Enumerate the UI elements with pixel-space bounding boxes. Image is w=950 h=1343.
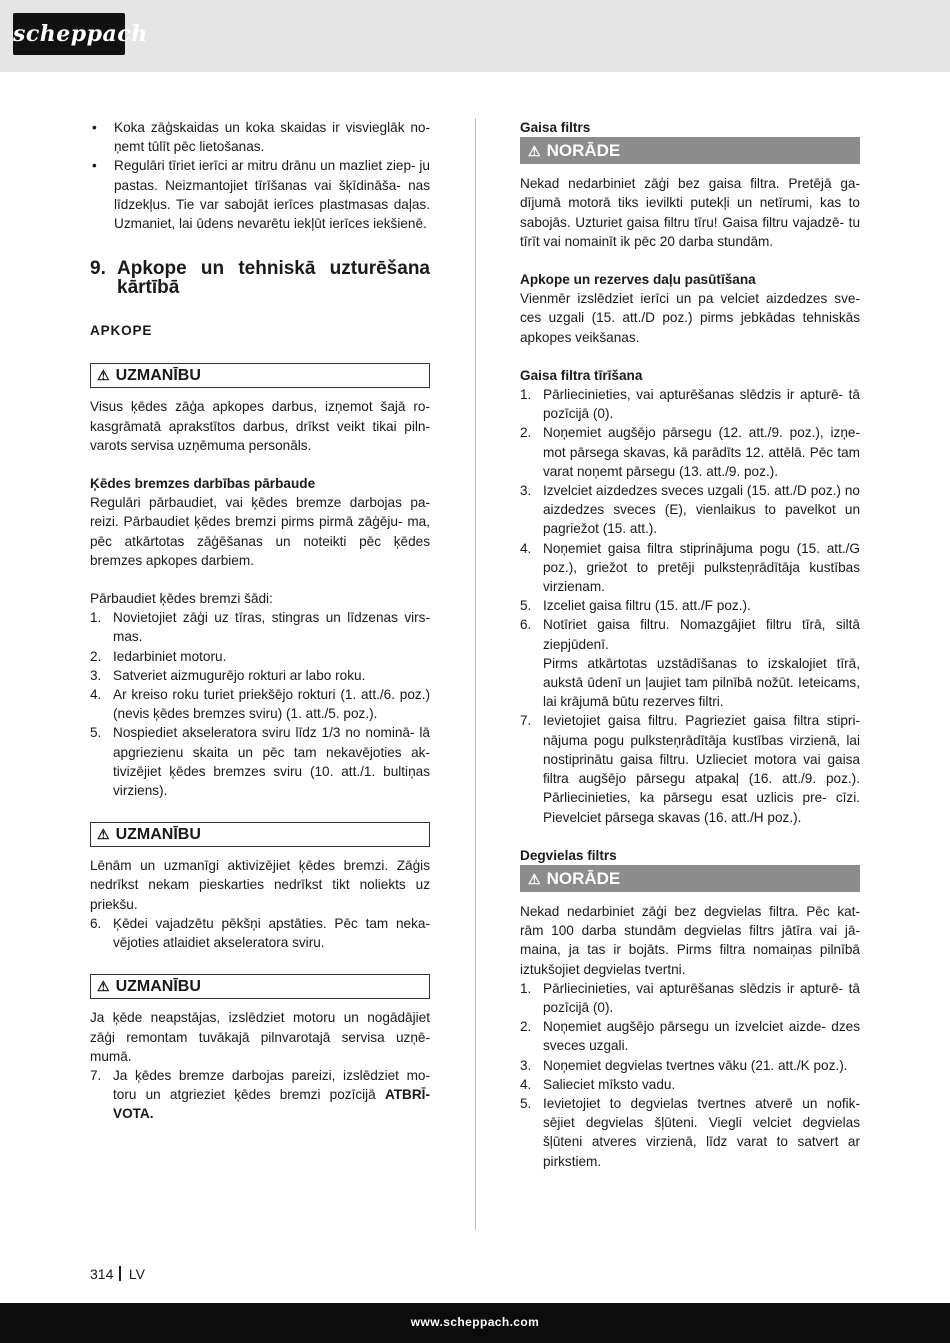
clean-steps [520,385,860,827]
section-heading [90,259,430,297]
cleaning-bullets [90,118,430,233]
section-title: Apkope un tehniskā uzturēšana kārtībā [117,258,430,299]
warning-text: Lēnām un uzmanīgi aktivizējiet ķēdes bremzi. Zāģis nedrīkst nekam pieskarties nedrīkst tikt noliekts uz priekšu. [90,858,430,912]
warning-label: UZMANĪBU [115,826,201,844]
note-text: Nekad nedarbiniet zāģi bez degvielas filtra. Pēc kat- rām 100 darba stundām degvielas filtrs jātīra vai jā- maina, ja tas ir bojāts. Pirms filtra nomaiņas pilnībā iztukšojiet degvielas tvertni. [520,903,860,977]
list-item: 2. Noņemiet augšējo pārsegu un izvelciet aizde- dzes sveces uzgali. [520,1019,860,1054]
page-number [90,1265,145,1283]
warning-box [90,363,430,388]
list-item: 4. Ar kreiso roku turiet priekšējo rokturi (1. att./6. poz.) (nevis ķēdes bremzes sviru) (1. att./5. poz.). [90,687,430,722]
section-number: 9. [90,258,106,280]
apkope-label: APKOPE [90,323,153,339]
note-box [520,137,860,164]
list-item: 5. Izceliet gaisa filtru (15. att./F poz.). [520,598,751,614]
air-filter-heading: Gaisa filtrs [520,120,591,135]
note-label: NORĀDE [546,141,621,161]
footer-bar [0,1303,950,1343]
list-item: 7. Ievietojiet gaisa filtru. Pagrieziet gaisa filtra stipri- nājuma pogu pulksteņrādītāja kustības virzienā, lai nostiprinātu gaisa filtru. Uzlieciet motora vai gaisa filtra augšējo pārsegu atpakaļ (16. att./9. poz.). Pārliecinieties, ka pārsegu esat uzlicis pre- cīzi. Pievelciet pārsega skavas (16. att./H poz.). [520,713,860,825]
brake-text: Regulāri pārbaudiet, vai ķēdes bremze darbojas pa- reizi. Pārbaudiet ķēdes bremzi pirms pirmā zāģēju- ma, pēc atkārtotas zāģēšanas un noteikti pēc ķēdes bremzes apkopes darbiem. [90,495,430,568]
warning-text: Visus ķēdes zāģa apkopes darbus, izņemot šajā ro- kasgrāmatā aprakstītos darbus, drīkst veikt tikai piln- varots servisa uzņēmuma personāls. [90,399,430,453]
bullet-item: • Regulāri tīriet ierīci ar mitru drānu un mazliet ziep- ju pastas. Neizmantojiet tīrīšanas vai šķīdināša- nas līdzekļus. Tie var sabojāt ierīces plastmasas daļas. Uzmaniet, lai ūdens nevarētu iekļūt ierīces iekšienē. [90,156,430,233]
list-item: 1. Novietojiet zāģi uz tīras, stingras un līdzenas virs- mas. [90,610,430,645]
brake-steps [90,608,430,800]
footer-url[interactable]: www.scheppach.com [410,1315,540,1329]
header-bar [0,0,950,72]
warning-box [90,822,430,847]
list-item: 3. Noņemiet degvielas tvertnes vāku (21. att./K poz.). [520,1057,848,1073]
maintenance-heading: Apkope un rezerves daļu pasūtīšana [520,272,756,288]
list-item: 3. Izvelciet aizdedzes sveces uzgali (15. att./D poz.) no aizdedzes sveces (E), vienlaikus to pavelkot un pagriežot (15. att.). [520,483,860,537]
warning-label: UZMANĪBU [115,978,201,996]
warning-icon: ⚠ [528,870,541,887]
warning-label: UZMANĪBU [115,367,201,385]
warning-box [90,974,430,999]
note-box [520,865,860,892]
list-item: 1. Pārliecinieties, vai apturēšanas slēdzis ir apturē- tā pozīcijā (0). [520,980,860,1015]
fuel-steps [520,979,860,1171]
brake-steps-cont [90,914,430,952]
warning-text: Ja ķēde neapstājas, izslēdziet motoru un nogādājiet zāģi remontam tuvākajā pilnvarotajā servisa uzņē- mumā. [90,1010,430,1064]
list-item: 3. Satveriet aizmugurējo rokturi ar labo roku. [90,667,366,683]
page-separator [119,1266,121,1281]
brake-heading: Ķēdes bremzes darbības pārbaude [90,476,316,492]
warning-icon: ⚠ [97,367,110,384]
list-item: 4. Salieciet mīksto vadu. [520,1076,676,1092]
column-divider [475,118,476,1230]
note-label: NORĀDE [546,868,621,888]
list-item: 1. Pārliecinieties, vai apturēšanas slēdzis ir apturē- tā pozīcijā (0). [520,387,860,422]
list-item: 6. Ķēdei vajadzētu pēkšņi apstāties. Pēc tam neka- vējoties atlaidiet akseleratora sviru. [90,915,430,951]
list-item: 2. Noņemiet augšējo pārsegu (12. att./9. poz.), izņe- mot pārsega skavas, kā parādīts 12. attēlā. Pēc tam varat noņemt pārsegu (13. att./9. poz.). [520,425,860,479]
left-column [90,118,430,1124]
page-number-value: 314 [90,1266,114,1282]
bullet-item: • Koka zāģskaidas un koka skaidas ir visvieglāk no- ņemt tūlīt pēc lietošanas. [90,118,430,156]
list-item: 2. Iedarbiniet motoru. [90,648,227,664]
note-text: Nekad nedarbiniet zāģi bez gaisa filtra. Pretējā ga- dījumā motorā tiks ievilkti putekļi un netīrumi, kas to sabojās. Uzturiet gaisa filtru tīru! Gaisa filtru vajadzē- tu tīrīt vai nomainīt ik pēc 20 darba stundām. [520,176,860,249]
brake-steps-final [90,1066,430,1124]
brand-logo: scheppach [13,13,125,55]
maintenance-text: Vienmēr izslēdziet ierīci un pa velciet aizdedzes sve- ces uzgali (15. att./D poz.) pirms jebkādas tehniskās apkopes veikšanas. [520,291,860,345]
fuel-filter-heading: Degvielas filtrs [520,847,617,863]
clean-heading: Gaisa filtra tīrīšana [520,367,643,383]
list-item: 7. Ja ķēdes bremze darbojas pareizi, izslēdziet mo- toru un atgrieziet ķēdes bremzi pozīcijā ATBRĪ- VOTA. [90,1067,430,1122]
list-item: 4. Noņemiet gaisa filtra stiprinājuma pogu (15. att./G poz.), griežot to pretēji pulksteņrādītāja kustības virzienam. [520,540,860,595]
right-column [520,118,860,1171]
warning-icon: ⚠ [97,978,110,995]
language-code: LV [128,1266,145,1282]
warning-icon: ⚠ [97,826,110,843]
warning-icon: ⚠ [528,143,541,160]
list-item: 5. Nospiediet akseleratora sviru līdz 1/3 no nominā- lā apgriezienu skaita un pēc tam nekavējoties ak- tivizējiet ķēdes bremzes sviru (10. att./1. bultiņas virziens). [90,725,430,799]
list-item: 5. Ievietojiet to degvielas tvertnes atverē un nofik- sējiet degvielas šļūteni. Viegli velciet degvielas šļūteni atveres virzienā, līdz varat to satvert ar pirkstiem. [520,1095,860,1169]
list-item: 6. Notīriet gaisa filtru. Nomazgājiet filtru tīrā, siltā ziepjūdenī. Pirms atkārtotas uzstādīšanas to izskalojiet tīrā, aukstā ūdenī un ļaujiet tam pilnībā nožūt. Ieteicams, lai krājumā būtu rezerves filtri. [520,617,860,710]
check-intro: Pārbaudiet ķēdes bremzi šādi: [90,591,273,607]
